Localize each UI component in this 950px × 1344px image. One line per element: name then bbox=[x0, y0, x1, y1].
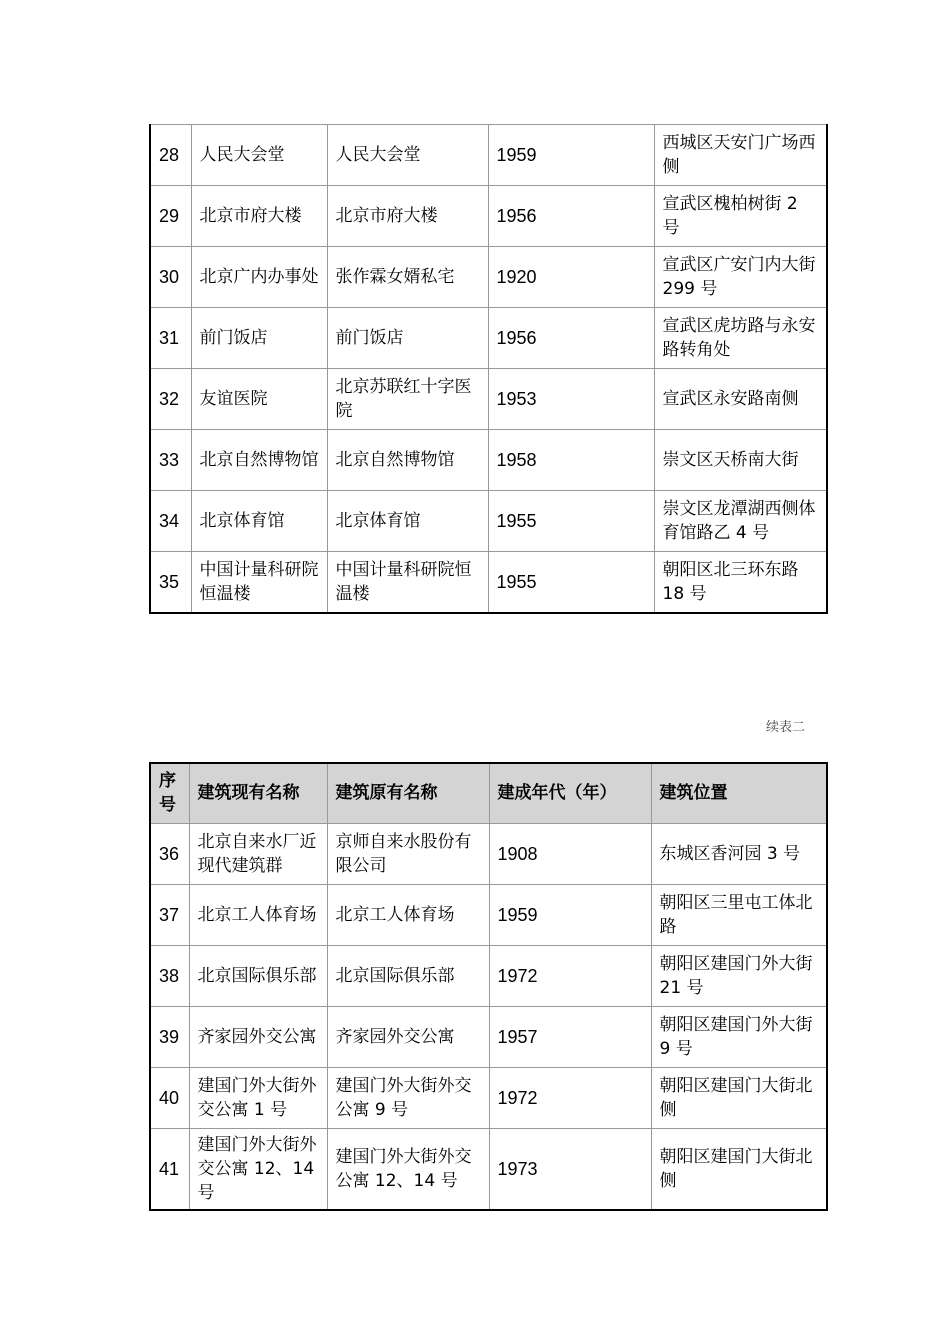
location-cell: 朝阳区三里屯工体北路 bbox=[651, 884, 827, 945]
current-name-cell: 建国门外大街外交公寓 12、14 号 bbox=[189, 1128, 327, 1210]
original-name-cell: 前门饭店 bbox=[327, 308, 488, 369]
location-cell: 宣武区广安门内大街 299 号 bbox=[654, 247, 827, 308]
year-cell: 1956 bbox=[488, 186, 654, 247]
location-cell: 宣武区虎坊路与永安路转角处 bbox=[654, 308, 827, 369]
current-name-cell: 友谊医院 bbox=[191, 369, 327, 430]
original-name-cell: 北京体育馆 bbox=[327, 491, 488, 552]
year-cell: 1920 bbox=[488, 247, 654, 308]
location-cell: 宣武区永安路南侧 bbox=[654, 369, 827, 430]
buildings-table-part-2 bbox=[149, 762, 828, 1211]
table-row bbox=[150, 1128, 827, 1210]
location-cell: 东城区香河园 3 号 bbox=[651, 823, 827, 884]
current-name-cell: 北京工人体育场 bbox=[189, 884, 327, 945]
year-cell: 1953 bbox=[488, 369, 654, 430]
row-number: 41 bbox=[150, 1128, 189, 1210]
original-name-cell: 北京市府大楼 bbox=[327, 186, 488, 247]
current-name-cell: 建国门外大街外交公寓 1 号 bbox=[189, 1067, 327, 1128]
original-name-cell: 中国计量科研院恒温楼 bbox=[327, 552, 488, 613]
year-cell: 1957 bbox=[489, 1006, 651, 1067]
original-name-cell: 京师自来水股份有限公司 bbox=[327, 823, 489, 884]
original-name-cell: 北京苏联红十字医院 bbox=[327, 369, 488, 430]
row-number: 31 bbox=[150, 308, 191, 369]
table-row bbox=[150, 369, 827, 430]
year-cell: 1959 bbox=[489, 884, 651, 945]
year-cell: 1973 bbox=[489, 1128, 651, 1210]
location-cell: 崇文区龙潭湖西侧体育馆路乙 4 号 bbox=[654, 491, 827, 552]
original-name-cell: 北京工人体育场 bbox=[327, 884, 489, 945]
year-cell: 1972 bbox=[489, 945, 651, 1006]
table-row bbox=[150, 186, 827, 247]
year-cell: 1955 bbox=[488, 491, 654, 552]
table-row bbox=[150, 491, 827, 552]
header-current-name: 建筑现有名称 bbox=[189, 763, 327, 823]
table-row bbox=[150, 884, 827, 945]
row-number: 40 bbox=[150, 1067, 189, 1128]
table-row bbox=[150, 430, 827, 491]
year-cell: 1908 bbox=[489, 823, 651, 884]
buildings-table-part-1 bbox=[149, 124, 828, 614]
current-name-cell: 人民大会堂 bbox=[191, 125, 327, 186]
original-name-cell: 齐家园外交公寓 bbox=[327, 1006, 489, 1067]
current-name-cell: 北京自然博物馆 bbox=[191, 430, 327, 491]
current-name-cell: 中国计量科研院恒温楼 bbox=[191, 552, 327, 613]
current-name-cell: 前门饭店 bbox=[191, 308, 327, 369]
header-location: 建筑位置 bbox=[651, 763, 827, 823]
row-number: 30 bbox=[150, 247, 191, 308]
original-name-cell: 建国门外大街外交公寓 9 号 bbox=[327, 1067, 489, 1128]
header-number: 序号 bbox=[150, 763, 189, 823]
table-header-row bbox=[150, 763, 827, 823]
header-year: 建成年代（年） bbox=[489, 763, 651, 823]
original-name-cell: 人民大会堂 bbox=[327, 125, 488, 186]
row-number: 39 bbox=[150, 1006, 189, 1067]
year-cell: 1958 bbox=[488, 430, 654, 491]
original-name-cell: 北京自然博物馆 bbox=[327, 430, 488, 491]
location-cell: 朝阳区北三环东路 18 号 bbox=[654, 552, 827, 613]
table-row bbox=[150, 308, 827, 369]
current-name-cell: 齐家园外交公寓 bbox=[189, 1006, 327, 1067]
current-name-cell: 北京市府大楼 bbox=[191, 186, 327, 247]
row-number: 32 bbox=[150, 369, 191, 430]
current-name-cell: 北京体育馆 bbox=[191, 491, 327, 552]
table-row bbox=[150, 1067, 827, 1128]
row-number: 35 bbox=[150, 552, 191, 613]
location-cell: 朝阳区建国门外大街 9 号 bbox=[651, 1006, 827, 1067]
current-name-cell: 北京广内办事处 bbox=[191, 247, 327, 308]
table-row bbox=[150, 1006, 827, 1067]
location-cell: 宣武区槐柏树街 2 号 bbox=[654, 186, 827, 247]
table-row bbox=[150, 552, 827, 613]
original-name-cell: 建国门外大街外交公寓 12、14 号 bbox=[327, 1128, 489, 1210]
current-name-cell: 北京国际俱乐部 bbox=[189, 945, 327, 1006]
table-row bbox=[150, 823, 827, 884]
location-cell: 朝阳区建国门大街北侧 bbox=[651, 1067, 827, 1128]
location-cell: 朝阳区建国门大街北侧 bbox=[651, 1128, 827, 1210]
year-cell: 1956 bbox=[488, 308, 654, 369]
original-name-cell: 张作霖女婿私宅 bbox=[327, 247, 488, 308]
row-number: 29 bbox=[150, 186, 191, 247]
table-row bbox=[150, 945, 827, 1006]
current-name-cell: 北京自来水厂近现代建筑群 bbox=[189, 823, 327, 884]
year-cell: 1959 bbox=[488, 125, 654, 186]
row-number: 28 bbox=[150, 125, 191, 186]
location-cell: 西城区天安门广场西侧 bbox=[654, 125, 827, 186]
row-number: 37 bbox=[150, 884, 189, 945]
table-continuation-caption: 续表二 bbox=[766, 720, 806, 735]
table-row bbox=[150, 125, 827, 186]
location-cell: 朝阳区建国门外大街 21 号 bbox=[651, 945, 827, 1006]
row-number: 36 bbox=[150, 823, 189, 884]
location-cell: 崇文区天桥南大街 bbox=[654, 430, 827, 491]
original-name-cell: 北京国际俱乐部 bbox=[327, 945, 489, 1006]
year-cell: 1972 bbox=[489, 1067, 651, 1128]
table-row bbox=[150, 247, 827, 308]
header-original-name: 建筑原有名称 bbox=[327, 763, 489, 823]
row-number: 34 bbox=[150, 491, 191, 552]
row-number: 33 bbox=[150, 430, 191, 491]
row-number: 38 bbox=[150, 945, 189, 1006]
year-cell: 1955 bbox=[488, 552, 654, 613]
